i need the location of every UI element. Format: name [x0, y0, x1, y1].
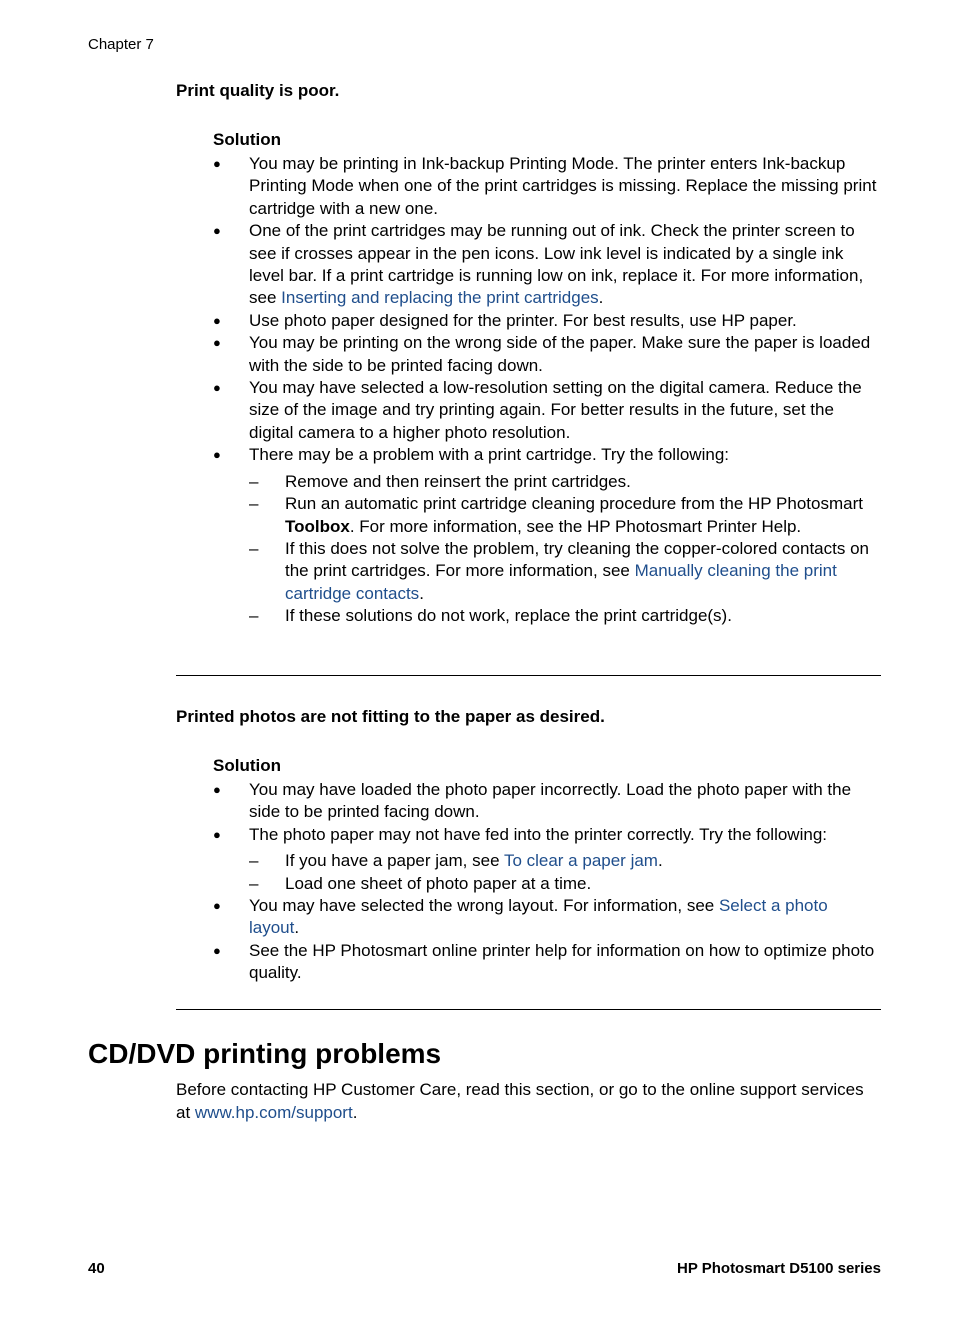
link-inserting-replacing-cartridges[interactable]: Inserting and replacing the print cartridges	[281, 288, 599, 308]
sub-list-item	[249, 605, 881, 627]
bullet-text: There may be a problem with a print cartridge. Try the following:	[249, 445, 729, 465]
section-title-cd-dvd: CD/DVD printing problems	[88, 1038, 442, 1069]
sub-list-item	[249, 873, 881, 895]
intro-text: Before contacting HP Customer Care, read this section, or go to the online support services at	[176, 1080, 864, 1122]
list-item	[176, 444, 881, 627]
page-number: 40	[88, 1260, 105, 1277]
problem-heading: Printed photos are not fitting to the paper as desired.	[176, 707, 605, 726]
section-print-quality	[176, 80, 881, 628]
sub-item-text: If you have a paper jam, see	[285, 851, 504, 871]
bullet-text: One of the print cartridges may be running out of ink. Check the printer screen to see if crosses appear in the pen icons. Low ink level is indicated by a single ink level bar. If a print cartridge is running low on ink, replace it. For more information, see	[249, 221, 864, 308]
solution-label: Solution	[213, 756, 281, 775]
bullet-text: You may have loaded the photo paper incorrectly. Load the photo paper with the side to be printed facing down.	[249, 780, 852, 822]
bullet-text: You may have selected the wrong layout. For information, see	[249, 896, 719, 916]
list-item	[176, 332, 881, 377]
sub-item-text: . For more information, see the HP Photosmart Printer Help.	[349, 516, 802, 536]
intro-text: .	[352, 1103, 358, 1122]
sub-item-text: Load one sheet of photo paper at a time.	[285, 873, 592, 893]
bullet-text: .	[294, 918, 300, 938]
list-item	[176, 153, 881, 220]
solution-label: Solution	[213, 130, 281, 149]
bullet-text: .	[598, 288, 604, 308]
solution-list	[176, 153, 881, 628]
cd-dvd-intro	[176, 1078, 881, 1124]
bullet-text: See the HP Photosmart online printer help for information on how to optimize photo quality.	[249, 940, 875, 983]
running-head-chapter: Chapter 7	[88, 36, 154, 53]
list-item	[176, 895, 881, 940]
sub-list	[249, 850, 881, 895]
link-hp-support[interactable]: www.hp.com/support	[194, 1103, 353, 1122]
sub-item-text: .	[419, 583, 424, 603]
section-divider	[176, 675, 881, 676]
link-clear-paper-jam[interactable]: To clear a paper jam	[503, 851, 658, 871]
bullet-text: The photo paper may not have fed into the printer correctly. Try the following:	[249, 824, 827, 844]
footer-product-name: HP Photosmart D5100 series	[677, 1260, 881, 1277]
section-divider	[176, 1009, 881, 1010]
bullet-text: Use photo paper designed for the printer. For best results, use HP paper.	[249, 310, 797, 330]
sub-item-text: If these solutions do not work, replace the print cartridge(s).	[285, 606, 732, 626]
sub-list-item	[249, 850, 881, 872]
sub-item-text: Run an automatic print cartridge cleaning procedure from the HP Photosmart	[285, 494, 863, 514]
list-item	[176, 779, 881, 824]
section-photos-not-fitting	[176, 706, 881, 985]
list-item	[176, 824, 881, 895]
sub-list-item	[249, 538, 881, 605]
sub-list-item	[249, 471, 881, 493]
list-item	[176, 377, 881, 444]
sub-item-text: If this does not solve the problem, try cleaning the copper-colored contacts on the print cartridges. For more information, see	[285, 538, 869, 581]
bullet-text: You may be printing on the wrong side of the paper. Make sure the paper is loaded with the side to be printed facing down.	[249, 333, 871, 375]
sub-item-text: Remove and then reinsert the print cartridges.	[285, 471, 631, 491]
list-item	[176, 310, 881, 332]
bullet-text: You may have selected a low-resolution setting on the digital camera. Reduce the size of the image and try printing again. For better results in the future, set the digital camera to a higher photo resolution.	[249, 378, 862, 442]
bullet-text: You may be printing in Ink-backup Printing Mode. The printer enters Ink-backup Printing Mode when one of the print cartridges is missing. Replace the missing print cartridge with a new one.	[249, 154, 877, 218]
sub-item-text: .	[657, 851, 663, 871]
sub-list-item	[249, 493, 881, 538]
link-manually-cleaning-contacts[interactable]: Manually cleaning the print cartridge contacts	[285, 561, 837, 603]
list-item	[176, 220, 881, 310]
link-select-photo-layout[interactable]: Select a photo layout	[249, 896, 828, 938]
toolbox-bold: Toolbox	[285, 516, 350, 536]
solution-list	[176, 779, 881, 985]
list-item	[176, 940, 881, 985]
sub-list	[249, 471, 881, 628]
problem-heading: Print quality is poor.	[176, 81, 340, 100]
